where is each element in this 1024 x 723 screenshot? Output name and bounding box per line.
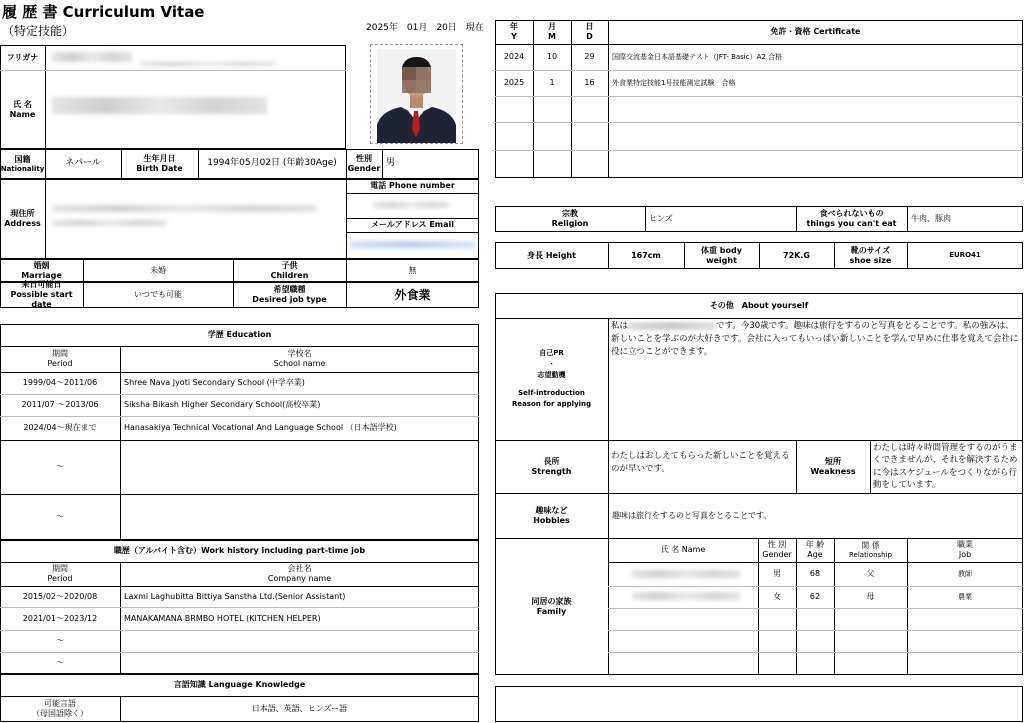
family-relationship-header: 関 係 Relationship <box>849 540 892 559</box>
desired-job-label: 希望職種 Desired job type <box>252 285 327 304</box>
table-row: 2025 <box>503 78 525 87</box>
address-label: 現住所 Address <box>4 209 41 228</box>
table-row: 62 <box>809 592 821 601</box>
table-row <box>120 652 479 674</box>
strength-label: 長所 Strength <box>531 456 572 476</box>
email-redacted <box>349 241 476 248</box>
furigana-redacted <box>52 52 132 62</box>
weakness-label: 短所 Weakness <box>810 456 856 476</box>
hobby-text: 趣味は旅行をするのと写真をとることです。 <box>612 510 772 520</box>
education-title: 学歴 Education <box>207 330 272 339</box>
table-row: 女 <box>773 592 781 601</box>
height-value: 167cm <box>631 250 661 260</box>
family-name-redacted <box>632 592 740 600</box>
education-school-header: 学校名 School name <box>273 349 326 368</box>
cert-day-header: 日 D <box>585 22 594 41</box>
table-row: Siksha Bikash Higher Secondary School(高校卒業) <box>124 400 321 409</box>
table-row: 外食業特定技能1号技能測定試験 合格 <box>612 78 736 87</box>
family-age-header: 年 齢 Age <box>805 540 825 559</box>
table-row: 2011/07 ～2013/06 <box>21 400 99 409</box>
family-name-header: 氏 名 Name <box>660 545 706 554</box>
applicant-photo <box>370 44 463 144</box>
table-row: 2015/02～2020/08 <box>22 591 98 601</box>
person-photo-icon <box>371 45 462 143</box>
phone-redacted <box>373 202 449 208</box>
table-row: MANAKAMANA BRMBO HOTEL (KITCHEN HELPER) <box>124 613 321 623</box>
table-row: 教師 <box>958 569 972 578</box>
table-row <box>120 494 479 540</box>
table-row <box>120 440 479 494</box>
nationality-value: ネパール <box>65 158 101 169</box>
work-history-title: 職歴（アルバイト含む）Work history including part-time job <box>113 546 366 555</box>
self-pr-label: 自己PR ・ 志望動機 Self-introduction Reason for applying <box>511 349 592 408</box>
gender-value: 男 <box>386 158 396 169</box>
desired-job-value: 外食業 <box>394 287 431 302</box>
table-row: 農業 <box>958 592 972 601</box>
table-row: 1999/04～2011/06 <box>22 378 98 387</box>
start-date-label: 来日可能日 Possible start date <box>10 280 73 309</box>
table-row: 国際交流基金日本語基礎テスト（JFT- Basic）A2 合格 <box>612 52 783 61</box>
table-row: ～ <box>56 658 64 667</box>
table-row: 母 <box>866 592 875 601</box>
weight-value: 72K.G <box>783 250 810 260</box>
name-redacted <box>52 97 267 114</box>
table-row: Shree Nava Jyoti Secondary School (中学卒業) <box>124 378 305 387</box>
about-title: その他 About yourself <box>709 300 809 310</box>
food-restriction-label: 食べられないもの things you can't eat <box>806 209 897 228</box>
phone-label: 電話 Phone number <box>370 181 455 190</box>
children-value: 無 <box>408 265 417 275</box>
birth-date-label: 生年月日 Birth Date <box>136 154 183 173</box>
name-label: 氏 名 Name <box>9 99 36 119</box>
gender-label: 性別 Gender <box>347 154 381 173</box>
children-label: 子供 Children <box>270 260 309 280</box>
table-row: ～ <box>56 512 64 521</box>
cert-name-header: 免許・資格 Certificate <box>770 27 861 36</box>
language-title: 言語知識 Language Knowledge <box>173 680 306 689</box>
education-period-header: 期間 Period <box>47 349 73 368</box>
start-date-value: いつでも可能 <box>134 290 182 299</box>
table-row: 10 <box>546 52 558 61</box>
table-row: 父 <box>866 569 875 578</box>
table-row <box>120 630 479 652</box>
hobby-label: 趣味など Hobbies <box>533 505 570 525</box>
family-label: 同居の家族 Family <box>531 596 572 616</box>
nationality-label: 国籍 Nationality <box>0 154 45 173</box>
work-company-header: 会社名 Company name <box>267 564 332 583</box>
cert-month-header: 月 M <box>548 22 556 41</box>
table-row: Laxmi Laghubitta Bittiya Sanstha Ltd.(Senior Assistant) <box>124 591 346 601</box>
self-pr-text: 私は です。今30歳です。趣味は旅行をするのと写真をとることです。私の強みは、新しいことを学ぶのが大好きです。会社に入ってもいっぱい新しいことを学んで早めに仕事を覚えて会社に役に立つことができます。 <box>611 321 1019 358</box>
address-redacted <box>52 205 317 212</box>
birth-date-value: 1994年05月02日 (年齢30Age) <box>207 158 337 169</box>
blank-box <box>495 686 1023 722</box>
weakness-text: わたしは時々時間管理をするのがうまくできませんが、それを解決するために今はスケジュールをつくりながら行動をしています。 <box>873 443 1018 490</box>
family-job-header: 職業 Job <box>957 540 973 559</box>
table-row: ～ <box>56 462 64 471</box>
weight-label: 体重 body weight <box>701 245 742 265</box>
page-subtitle: （特定技能） <box>2 24 75 38</box>
table-row: 16 <box>584 78 595 87</box>
religion-label: 宗教 Religion <box>551 209 589 228</box>
family-name-redacted <box>632 570 740 578</box>
cert-year-header: 年 Y <box>510 22 518 41</box>
religion-value: ヒンズ <box>649 214 673 223</box>
table-row: 1 <box>549 78 555 87</box>
furigana-label: フリガナ <box>6 52 39 62</box>
email-label: メールアドレス Email <box>370 220 455 229</box>
name-redacted-inline <box>628 322 716 330</box>
page-title: 履 歴 書 Curriculum Vitae <box>2 3 205 21</box>
marriage-value: 未婚 <box>150 265 166 275</box>
strength-text: わたしはおしえてもらった新しいことを覚えるのが早いです。 <box>611 451 790 475</box>
table-row: ～ <box>56 636 64 645</box>
document-date: 2025年 01月 20日 現在 <box>366 23 484 33</box>
work-period-header: 期間 Period <box>47 564 73 583</box>
table-row: 2021/01～2023/12 <box>22 613 98 623</box>
table-row: Hanasakiya Technical Vocational And Language School （日本語学校) <box>124 423 397 432</box>
language-label: 可能言語 （母国語除く） <box>32 699 88 718</box>
food-restriction-value: 牛肉、豚肉 <box>911 214 951 223</box>
table-row: 68 <box>809 569 821 578</box>
shoe-size-label: 靴のサイズ shoe size <box>849 245 892 265</box>
language-value: 日本語、英語、ヒンズー語 <box>251 704 348 713</box>
shoe-size-value: EURO41 <box>949 251 981 260</box>
table-row: 2024/04～現在まで <box>23 423 97 432</box>
table-row: 2024 <box>503 52 525 61</box>
height-label: 身長 Height <box>527 250 576 260</box>
marriage-label: 婚姻 Marriage <box>21 260 62 280</box>
family-gender-header: 性 別 Gender <box>762 540 792 559</box>
table-row: 男 <box>773 569 781 578</box>
table-row: 29 <box>584 52 595 61</box>
